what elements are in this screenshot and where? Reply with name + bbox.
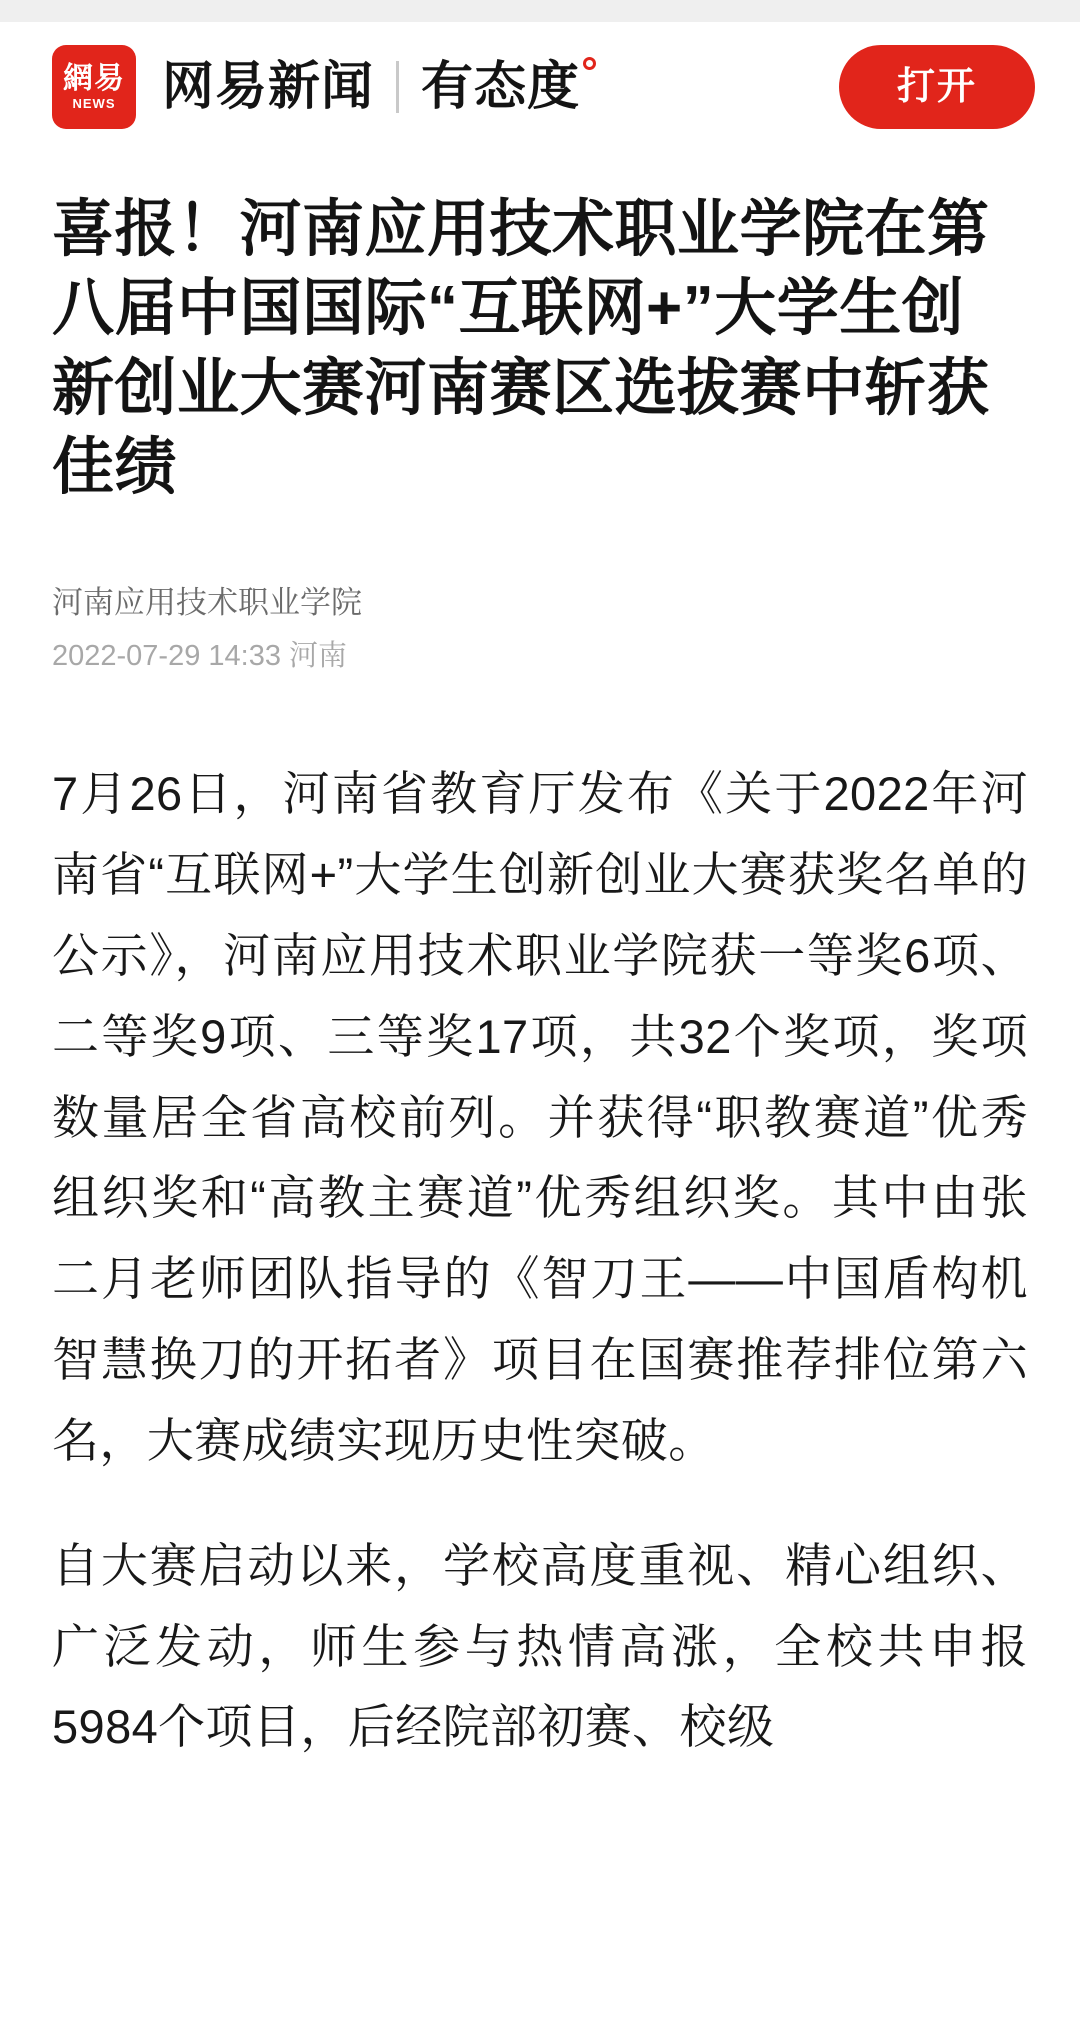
brand-group[interactable] [52,45,839,129]
brand-divider [396,61,399,113]
article-container [0,190,1080,1768]
article-paragraph: 自大赛启动以来，学校高度重视、精心组织、广泛发动，师生参与热情高涨，全校共申报5984个项目，后经院部初赛、校级 [52,1538,1028,1754]
app-header-bar [0,22,1080,152]
open-app-button[interactable]: 打开 [839,45,1035,129]
brand-name: 网易新闻 [162,58,375,116]
article-source[interactable]: 河南应用技术职业学院 [52,585,362,621]
article-meta [52,581,1028,678]
brand-slogan [421,58,581,116]
netease-logo-icon[interactable] [52,45,136,129]
brand-text-group [162,58,581,116]
page-title: 喜报！河南应用技术职业学院在第八届中国国际“互联网+”大学生创新创业大赛河南赛区选拔赛中斩获佳绩 [52,195,990,503]
status-strip [0,0,1080,22]
logo-en-text: NEWS [72,95,116,111]
article-body [52,754,1028,1768]
article-timestamp: 2022-07-29 14:33 河南 [52,639,348,672]
article-paragraph: 7月26日，河南省教育厅发布《关于2022年河南省“互联网+”大学生创新创业大赛获奖名单的公示》，河南应用技术职业学院获一等奖6项、二等奖9项、三等奖17项，共32个奖项，奖项数量居全省高校前列。并获得“职教赛道”优秀组织奖和“高教主赛道”优秀组织奖。其中由张二月老师团队指导的《智刀王——中国盾构机智慧换刀的开拓者》项目在国赛推荐排位第六名，大赛成绩实现历史性突破。 [52,767,1028,1467]
brand-slogan-text: 有态度 [421,58,581,116]
logo-cn-text: 網易 [63,62,125,96]
slogan-dot-icon [583,57,596,70]
